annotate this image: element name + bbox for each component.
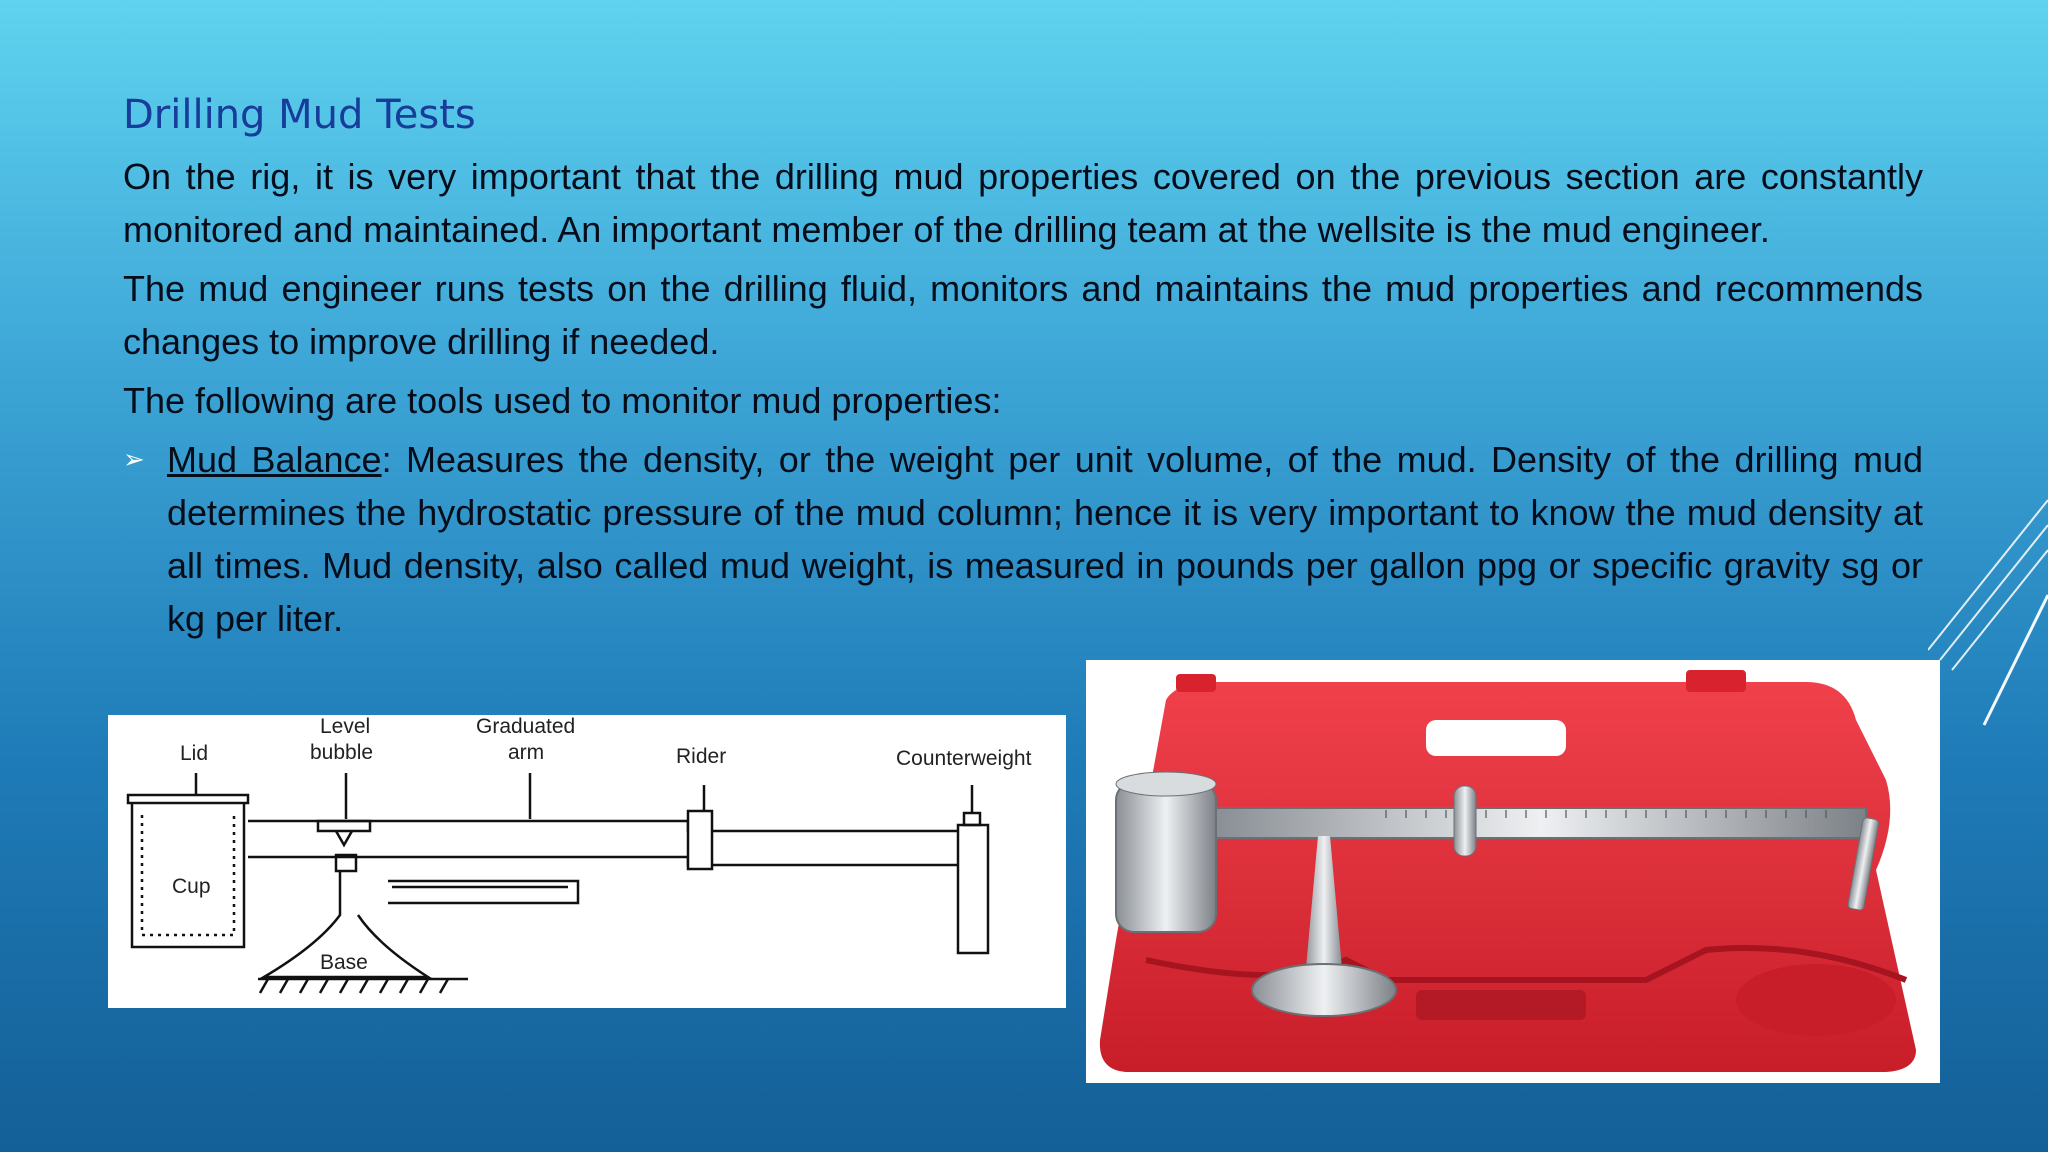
label-graduated-1: Graduated — [476, 715, 576, 738]
diagram-drawing — [108, 715, 1066, 1008]
label-cup: Cup — [172, 875, 211, 898]
label-level-1: Level — [320, 715, 371, 738]
paragraph-mud-engineer: The mud engineer runs tests on the drilling fluid, monitors and maintains the mud properties and recommends changes to improve drilling if needed. — [123, 268, 1923, 362]
mud-balance-photo — [1086, 660, 1940, 1083]
slide-body — [123, 150, 1923, 645]
bullet-mud-balance — [123, 433, 1923, 645]
paragraph-tools: The following are tools used to monitor mud properties: — [123, 380, 1002, 421]
bullet-text: : Measures the density, or the weight per unit volume, of the mud. Density of the drilling mud determines the hydrostatic pressure of the mud column; hence it is very important to know the mud density at all times. Mud density, also called mud weight, is measured in pounds per gallon ppg or specific gravity sg or kg per liter. — [167, 439, 1923, 639]
label-graduated-2: arm — [508, 741, 545, 764]
arrow-bullet-icon: ➢ — [123, 444, 145, 474]
label-counterweight: Counterweight — [896, 747, 1032, 770]
label-level-2: bubble — [310, 741, 374, 764]
slide-title: Drilling Mud Tests — [123, 92, 476, 138]
photo-illustration — [1086, 660, 1940, 1083]
decorative-lines — [1928, 480, 2048, 740]
mud-balance-diagram — [108, 715, 1066, 1008]
label-base: Base — [320, 951, 368, 974]
label-rider: Rider — [676, 745, 727, 768]
label-lid: Lid — [180, 742, 209, 765]
paragraph-intro: On the rig, it is very important that the drilling mud properties covered on the previous section are constantly monitored and maintained. An important member of the drilling team at the wellsite is the mud engineer. — [123, 156, 1923, 250]
bullet-term: Mud Balance — [167, 439, 382, 480]
